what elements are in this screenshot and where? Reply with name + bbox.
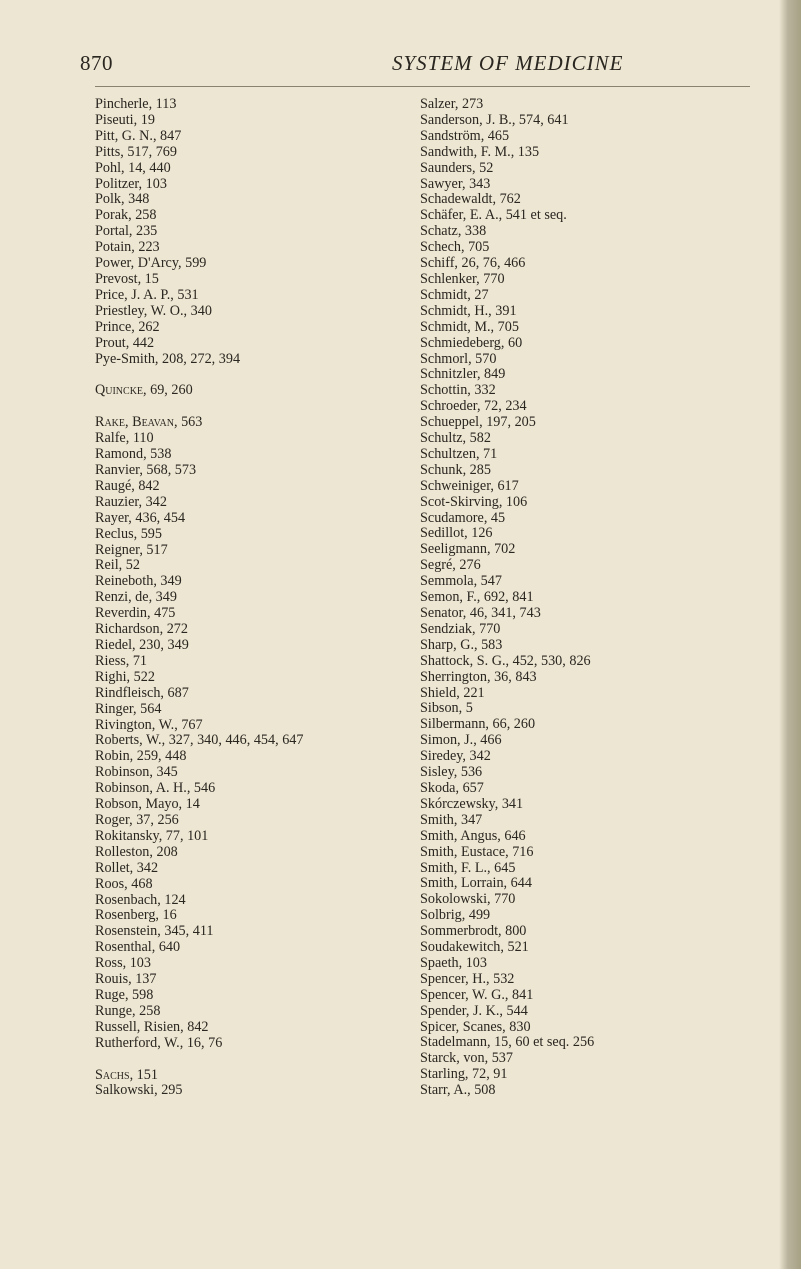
index-entry: Ross, 103 bbox=[95, 955, 151, 972]
index-entry: Richardson, 272 bbox=[95, 621, 188, 638]
index-entry: Schech, 705 bbox=[420, 239, 490, 256]
index-entry: Roberts, W., 327, 340, 446, 454, 647 bbox=[95, 732, 304, 749]
index-entry: Seeligmann, 702 bbox=[420, 541, 516, 558]
index-entry: Schunk, 285 bbox=[420, 461, 491, 478]
index-entry: Silbermann, 66, 260 bbox=[420, 716, 536, 733]
index-entry: Ruge, 598 bbox=[95, 986, 154, 1003]
index-entry: Ralfe, 110 bbox=[95, 430, 154, 447]
index-entry: Schmidt, 27 bbox=[420, 286, 489, 303]
index-entry: Sisley, 536 bbox=[420, 764, 483, 781]
index-entry: Skórczewsky, 341 bbox=[420, 795, 524, 812]
index-entry: Pitts, 517, 769 bbox=[95, 143, 177, 160]
index-entry: Rauzier, 342 bbox=[95, 493, 167, 510]
index-entry: Salzer, 273 bbox=[420, 96, 484, 112]
index-entry: Sherrington, 36, 843 bbox=[420, 668, 537, 685]
index-entry: Reil, 52 bbox=[95, 557, 140, 574]
index-entry: Spender, J. K., 544 bbox=[420, 1002, 528, 1019]
index-entry: Prout, 442 bbox=[95, 334, 155, 351]
index-entry: Rolleston, 208 bbox=[95, 843, 178, 860]
running-title: SYSTEM OF MEDICINE bbox=[392, 51, 624, 75]
index-entry: Smith, Angus, 646 bbox=[420, 827, 526, 844]
index-entry: Sharp, G., 583 bbox=[420, 636, 503, 653]
header-rule bbox=[95, 86, 750, 87]
index-entry: Solbrig, 499 bbox=[420, 907, 491, 924]
index-entry: Ringer, 564 bbox=[95, 700, 162, 717]
index-entry: Polk, 348 bbox=[95, 191, 150, 208]
page-header bbox=[80, 51, 770, 81]
index-entry: Robinson, A. H., 546 bbox=[95, 780, 216, 797]
index-entry: Spicer, Scanes, 830 bbox=[420, 1018, 531, 1035]
index-entry: Russell, Risien, 842 bbox=[95, 1018, 209, 1035]
index-entry: Prevost, 15 bbox=[95, 270, 159, 287]
index-entry: Rindfleisch, 687 bbox=[95, 684, 189, 701]
index-entry: Sedillot, 126 bbox=[420, 525, 493, 542]
index-entry: Spaeth, 103 bbox=[420, 954, 487, 971]
index-entry: Riedel, 230, 349 bbox=[95, 637, 189, 653]
index-entry: Sandwith, F. M., 135 bbox=[420, 143, 540, 160]
index-entry: Robson, Mayo, 14 bbox=[95, 796, 200, 813]
index-entry: Pye-Smith, 208, 272, 394 bbox=[95, 350, 241, 367]
index-entry: Schnitzler, 849 bbox=[420, 366, 506, 383]
index-entry: Rake, Beavan, 563 bbox=[95, 414, 203, 431]
index-entry: Renzi, de, 349 bbox=[95, 589, 177, 606]
index-entry: Segré, 276 bbox=[420, 557, 481, 574]
index-entry: Rouis, 137 bbox=[95, 971, 157, 988]
index-entry: Reineboth, 349 bbox=[95, 573, 182, 590]
index-entry: Schueppel, 197, 205 bbox=[420, 414, 536, 431]
index-entry: Smith, 347 bbox=[420, 811, 483, 828]
index-entry: Schmorl, 570 bbox=[420, 350, 497, 367]
index-entry: Semon, F., 692, 841 bbox=[420, 589, 534, 606]
page-edge-shadow bbox=[779, 0, 801, 1269]
index-entry: Pohl, 14, 440 bbox=[95, 159, 171, 176]
index-entry: Shattock, S. G., 452, 530, 826 bbox=[420, 652, 591, 669]
index-entry: Rosenbach, 124 bbox=[95, 891, 186, 908]
index-entry: Sawyer, 343 bbox=[420, 175, 491, 192]
index-entry: Schlenker, 770 bbox=[420, 270, 505, 287]
index-entry: Starr, A., 508 bbox=[420, 1082, 496, 1099]
index-entry: Rollet, 342 bbox=[95, 859, 159, 876]
index-entry: Skoda, 657 bbox=[420, 779, 484, 796]
index-entry: Rosenstein, 345, 411 bbox=[95, 923, 214, 940]
index-entry: Riess, 71 bbox=[95, 652, 148, 669]
index-entry: Siredey, 342 bbox=[420, 748, 491, 765]
index-entry: Schultz, 582 bbox=[420, 430, 491, 447]
index-entry: Reverdin, 475 bbox=[95, 605, 176, 622]
index-entry: Sommerbrodt, 800 bbox=[420, 923, 527, 940]
index-entry: Priestley, W. O., 340 bbox=[95, 302, 212, 319]
index-entry: Sachs, 151 bbox=[95, 1066, 158, 1083]
index-entry: Rivington, W., 767 bbox=[95, 716, 203, 733]
index-entry: Potain, 223 bbox=[95, 239, 160, 256]
index-entry: Politzer, 103 bbox=[95, 175, 167, 192]
index-entry: Schiff, 26, 76, 466 bbox=[420, 255, 526, 272]
index-entry: Porak, 258 bbox=[95, 207, 157, 224]
index-entry: Spencer, H., 532 bbox=[420, 970, 515, 987]
index-entry: Schultzen, 71 bbox=[420, 445, 498, 462]
page-number: 870 bbox=[80, 51, 113, 75]
index-entry: Schroeder, 72, 234 bbox=[420, 398, 527, 415]
index-entry: Smith, Lorrain, 644 bbox=[420, 875, 532, 892]
index-entry: Pitt, G. N., 847 bbox=[95, 127, 182, 144]
index-entry: Schadewaldt, 762 bbox=[420, 191, 521, 208]
index-entry: Sendziak, 770 bbox=[420, 620, 501, 637]
index-entry: Rokitansky, 77, 101 bbox=[95, 827, 209, 844]
index-entry: Scudamore, 45 bbox=[420, 509, 506, 526]
index-entry: Robinson, 345 bbox=[95, 764, 178, 781]
index-entry: Schmiedeberg, 60 bbox=[420, 334, 523, 351]
index-entry: Sandström, 465 bbox=[420, 127, 510, 144]
index-entry: Quincke, 69, 260 bbox=[95, 382, 193, 399]
index-entry: Rayer, 436, 454 bbox=[95, 509, 186, 526]
index-entry: Spencer, W. G., 841 bbox=[420, 986, 534, 1003]
index-entry: Portal, 235 bbox=[95, 223, 158, 240]
index-entry: Robin, 259, 448 bbox=[95, 748, 187, 765]
index-entry: Roger, 37, 256 bbox=[95, 811, 179, 828]
index-entry: Smith, F. L., 645 bbox=[420, 859, 516, 876]
index-entry: Starck, von, 537 bbox=[420, 1050, 513, 1067]
index-column-right bbox=[420, 97, 750, 1099]
index-entry: Ranvier, 568, 573 bbox=[95, 462, 197, 479]
index-entry: Salkowski, 295 bbox=[95, 1082, 183, 1099]
index-entry: Scot-Skirving, 106 bbox=[420, 493, 528, 510]
index-entry: Rutherford, W., 16, 76 bbox=[95, 1034, 223, 1051]
index-entry: Sokolowski, 770 bbox=[420, 891, 516, 908]
index-entry: Semmola, 547 bbox=[420, 573, 502, 590]
index-entry: Smith, Eustace, 716 bbox=[420, 843, 534, 860]
index-entry: Simon, J., 466 bbox=[420, 732, 502, 749]
index-entry: Runge, 258 bbox=[95, 1002, 161, 1019]
index-entry: Raugé, 842 bbox=[95, 477, 160, 494]
index-entry: Righi, 522 bbox=[95, 668, 155, 685]
index-entry: Piseuti, 19 bbox=[95, 111, 155, 128]
index-entry: Saunders, 52 bbox=[420, 159, 494, 176]
index-entry: Schmidt, M., 705 bbox=[420, 318, 519, 335]
index-entry: Power, D'Arcy, 599 bbox=[95, 255, 207, 272]
index-entry: Prince, 262 bbox=[95, 318, 160, 335]
index-entry: Reigner, 517 bbox=[95, 541, 168, 558]
index-entry: Rosenthal, 640 bbox=[95, 939, 181, 956]
index-entry: Price, J. A. P., 531 bbox=[95, 286, 199, 303]
index-column-left bbox=[95, 97, 415, 1099]
index-entry: Stadelmann, 15, 60 et seq. 256 bbox=[420, 1034, 595, 1051]
index-entry: Rosenberg, 16 bbox=[95, 907, 177, 924]
index-entry: Ramond, 538 bbox=[95, 446, 172, 463]
index-entry: Shield, 221 bbox=[420, 684, 485, 701]
index-entry: Soudakewitch, 521 bbox=[420, 939, 529, 956]
index-entry: Schatz, 338 bbox=[420, 223, 487, 240]
index-entry: Schweiniger, 617 bbox=[420, 477, 519, 494]
index-entry: Senator, 46, 341, 743 bbox=[420, 605, 541, 621]
index-entry: Sanderson, J. B., 574, 641 bbox=[420, 111, 569, 128]
index-entry: Starling, 72, 91 bbox=[420, 1066, 508, 1083]
index-entry: Schmidt, H., 391 bbox=[420, 302, 517, 319]
index-entry: Reclus, 595 bbox=[95, 525, 162, 542]
index-entry: Pincherle, 113 bbox=[95, 96, 177, 112]
index-entry: Schäfer, E. A., 541 et seq. bbox=[420, 207, 567, 224]
index-entry: Sibson, 5 bbox=[420, 700, 473, 717]
index-entry: Schottin, 332 bbox=[420, 382, 496, 399]
index-entry: Roos, 468 bbox=[95, 875, 153, 892]
